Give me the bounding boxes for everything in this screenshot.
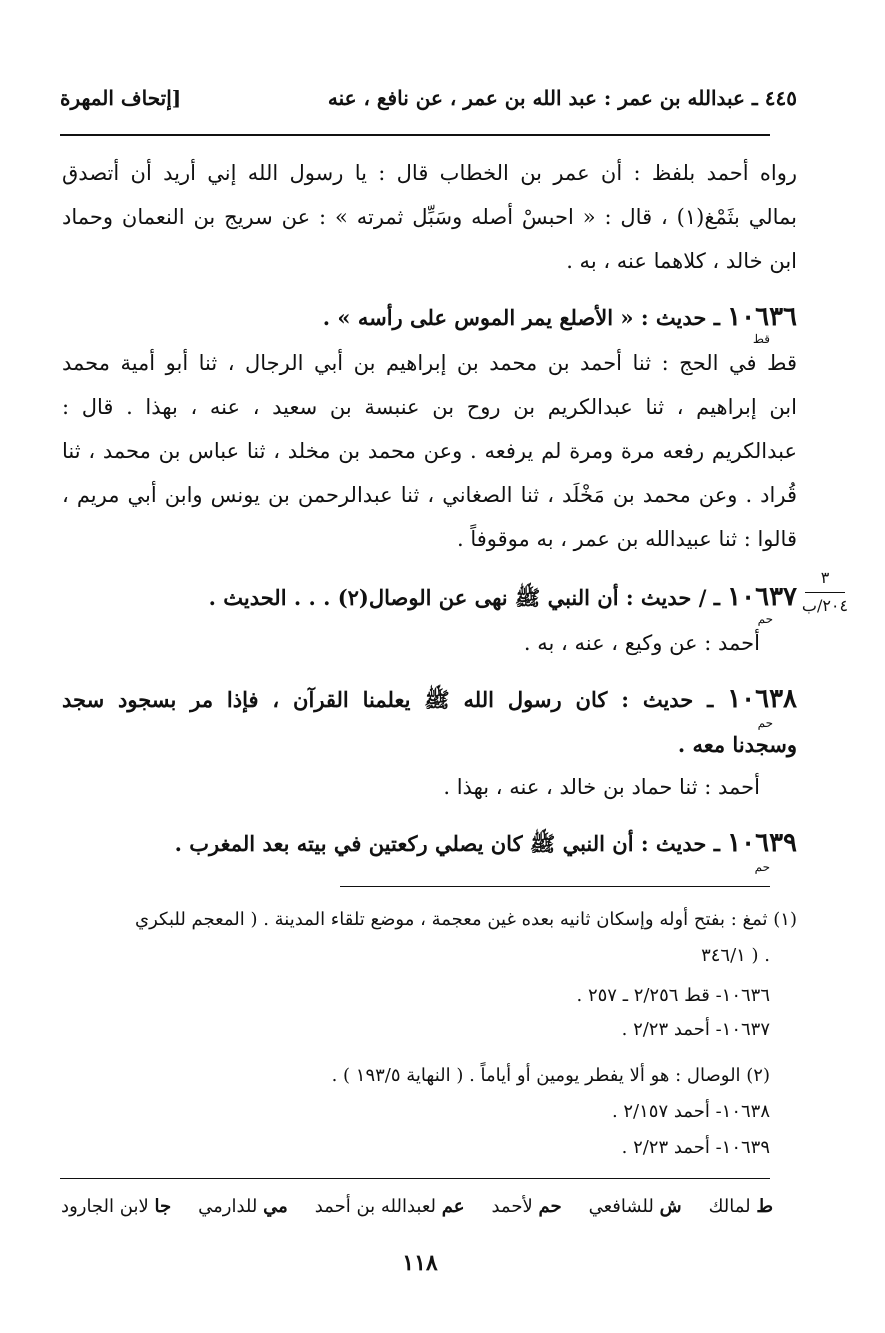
text-line: ابن خالد ، كلاهما عنه ، به .	[566, 249, 797, 273]
source-abbr: قط	[752, 332, 770, 346]
footnote-line: ١٠٦٣٦- قط ٢/٢٥٦ ـ ٢٥٧ .	[576, 985, 770, 1006]
hadith-10638-heading	[62, 684, 797, 715]
text-line: أحمد : عن وكيع ، عنه ، به .	[523, 631, 760, 655]
hadith-number: ١٠٦٣٦	[727, 302, 797, 332]
footnote-line: ١٠٦٣٩- أحمد ٢/٢٣ .	[621, 1137, 770, 1158]
key-item: مي للدارمي	[198, 1196, 288, 1217]
margin-note-top: ٣	[820, 568, 830, 587]
hadith-number: ١٠٦٣٩	[727, 828, 797, 858]
key-item: عم لعبدالله بن أحمد	[314, 1196, 465, 1217]
abbreviation-key	[61, 1196, 773, 1217]
text-line: قُراد . وعن محمد بن مَخْلَد ، ثنا الصغاني ، ثنا عبدالرحمن بن يونس وابن أبي مريم ،	[62, 483, 797, 507]
source-abbr: حم	[754, 860, 770, 874]
hadith-text: ـ حديث : أن النبي ﷺ كان يصلي ركعتين في بيته بعد المغرب .	[174, 831, 720, 856]
header-rule	[60, 134, 770, 136]
hadith-10639-heading	[62, 828, 797, 859]
margin-note-rule	[805, 592, 845, 593]
key-item: ط لمالك	[708, 1196, 773, 1217]
hadith-number: ١٠٦٣٧	[727, 582, 797, 612]
running-header-title: ٤٤٥ ـ عبدالله بن عمر : عبد الله بن عمر ، عن نافع ، عنه	[327, 86, 797, 110]
page-number: ١١٨	[402, 1250, 438, 1276]
text-line: ابن إبراهيم ، ثنا عبدالكريم بن روح بن عنبسة بن سعيد ، عنه ، بهذا . قال :	[62, 395, 797, 419]
source-abbr: حم	[757, 716, 773, 730]
text-line: وسجدنا معه .	[677, 732, 797, 757]
text-line: قالوا : ثنا عبيدالله بن عمر ، به موقوفاً .	[457, 527, 797, 551]
footnote-line: ١٠٦٣٨- أحمد ٢/١٥٧ .	[611, 1101, 770, 1122]
text-line: قط في الحج : ثنا أحمد بن محمد بن إبراهيم بن أبي الرجال ، ثنا أبو أمية محمد	[62, 351, 797, 375]
hadith-number: ١٠٦٣٨	[727, 684, 798, 714]
key-item: حم لأحمد	[491, 1196, 562, 1217]
footnote-rule	[340, 886, 770, 887]
text-line: عبدالكريم رفعه مرة ومرة لم يرفعه . وعن محمد بن مخلد ، ثنا عباس بن محمد ، ثنا	[62, 439, 797, 463]
footnote-line: ١٠٦٣٧- أحمد ٢/٢٣ .	[621, 1019, 770, 1040]
hadith-text: ـ / حديث : أن النبي ﷺ نهى عن الوصال(٢) . . . الحديث .	[208, 585, 720, 610]
hadith-text: ـ حديث : « الأصلع يمر الموس على رأسه » .	[322, 305, 720, 330]
footnote-line: (٢) الوصال : هو ألا يفطر يومين أو أياماً . ( النهاية ١٩٣/٥ ) .	[331, 1065, 770, 1086]
margin-note-bottom: ٢٠٤/ب	[801, 596, 849, 615]
key-item: جا لابن الجارود	[61, 1196, 172, 1217]
footnote-line: . ( ٣٤٦/١	[701, 945, 770, 966]
text-line: أحمد : ثنا حماد بن خالد ، عنه ، بهذا .	[443, 775, 760, 799]
key-rule	[60, 1178, 770, 1179]
text-line: بمالي بثَمْغ(١) ، قال : « احبسْ أصله وسَبِّل ثمرته » : عن سريج بن النعمان وحماد	[62, 205, 798, 229]
running-header-book: [إتحاف المهرة	[60, 86, 182, 110]
text-line: رواه أحمد بلفظ : أن عمر بن الخطاب قال : يا رسول الله إني أريد أن أتصدق	[62, 161, 797, 185]
hadith-text: ـ حديث : كان رسول الله ﷺ يعلمنا القرآن ، فإذا مر بسجود سجد	[62, 687, 714, 712]
key-item: ش للشافعي	[588, 1196, 682, 1217]
source-abbr: حم	[757, 612, 773, 626]
footnote-line: (١) ثمغ : بفتح أوله وإسكان ثانيه بعده غين معجمة ، موضع تلقاء المدينة . ( المعجم للبكري	[135, 909, 797, 930]
hadith-10637-heading	[62, 582, 797, 613]
hadith-10636-heading	[62, 302, 797, 333]
